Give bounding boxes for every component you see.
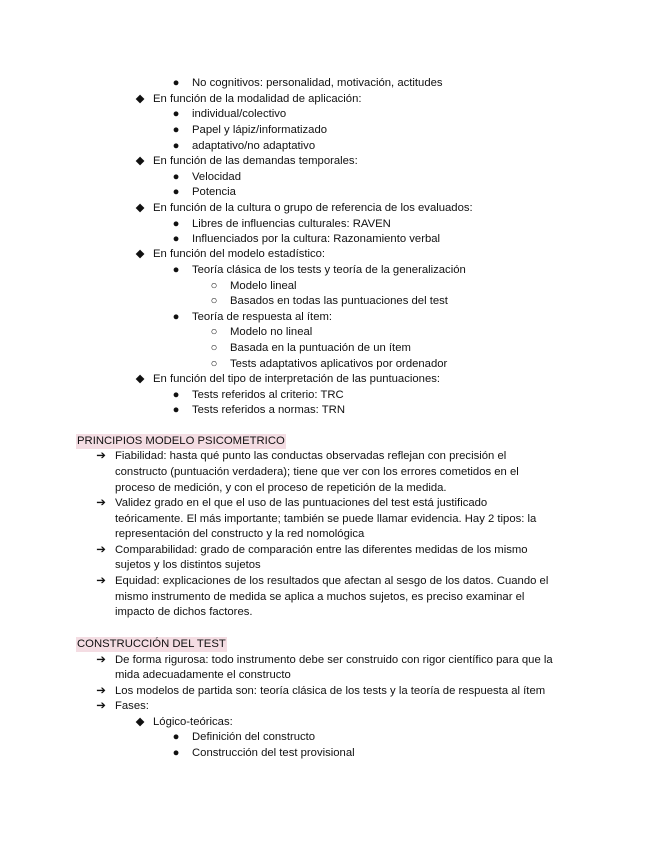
arrow-bullet-icon: ➔ [96, 685, 106, 697]
bullet-icon: ● [172, 108, 180, 120]
arrow-bullet-icon: ➔ [96, 544, 106, 556]
circle-bullet-icon: ○ [210, 295, 218, 307]
circle-bullet-icon: ○ [210, 358, 218, 370]
diamond-bullet-icon: ◆ [135, 202, 145, 214]
diamond-bullet-icon: ◆ [135, 373, 145, 385]
bullet-icon: ● [172, 747, 180, 759]
bullet-icon: ● [172, 311, 180, 323]
section-heading-principios: PRINCIPIOS MODELO PSICOMETRICO [77, 435, 285, 447]
circle-bullet-icon: ○ [210, 280, 218, 292]
arrow-bullet-icon: ➔ [96, 700, 106, 712]
document-page: ● No cognitivos: personalidad, motivación, actitudes ◆ En función de la modalidad de aplicación: ● individual/colectivo ● Papel y lápiz/informatizado ● adaptativo/no adaptativo ◆ En función de las demandas temporales: ● Velocidad ● Potencia ◆ En función de la cultura o grupo de referencia de los evaluados: ● Libres de influencias culturales: RAVEN ● Influenciados por la cultura: Razonamiento verbal ◆ En función del modelo estadístico: ● Teoría clásica de los tests y teoría de la generalización ○ Modelo lineal ○ Basados en todas las puntuaciones del test ● Teoría de respuesta al ítem: ○ Modelo no lineal ○ Basada en la puntuación de un ítem ○ Tests adaptativos aplicativos por ordenador ◆ En función del tipo de interpretación de las puntuaciones: ● Tests referidos al criterio: TRC ● Tests referidos a normas: TRN PRINCIPIOS MODELO PSICOMETRICO ➔ Fiabilidad: hasta qué punto las conductas observadas reflejan con precisión el constructo (puntuación verdadera); tiene que ver con los errores cometidos en el proceso de medición, y con el proceso de repetición de la medida. ➔ Validez grado en el que el uso de las puntuaciones del test está justificado teóricamente. El más importante; también se puede llamar evidencia. Hay 2 tipos: la representación del constructo y la red nomológica ➔ Comparabilidad: grado de comparación entre las diferentes medidas de los mismo sujetos y los distintos sujetos ➔ Equidad: explicaciones de los resultados que afectan al sesgo de los datos. Cuando el mismo instrumento de medida se aplica a muchos sujetos, es preciso examinar el impacto de dichos factores. CONSTRUCCIÓN DEL TEST ➔ De forma rigurosa: todo instrumento debe ser construido con rigor científico para que la mida adecuadamente el constructo ➔ Los modelos de partida son: teoría clásica de los tests y la teoría de respuesta al ítem ➔ Fases: ◆ Lógico-teóricas: ● Definición del constructo ● Construcción del test provisional [77, 77, 553, 759]
circle-bullet-icon: ○ [210, 342, 218, 354]
arrow-bullet-icon: ➔ [96, 450, 106, 462]
arrow-bullet-icon: ➔ [96, 575, 106, 587]
diamond-bullet-icon: ◆ [135, 155, 145, 167]
bullet-icon: ● [172, 404, 180, 416]
bullet-icon: ● [172, 389, 180, 401]
diamond-bullet-icon: ◆ [135, 716, 145, 728]
bullet-icon: ● [172, 171, 180, 183]
bullet-icon: ● [172, 124, 180, 136]
bullet-icon: ● [172, 186, 180, 198]
bullet-icon: ● [172, 218, 180, 230]
bullet-icon: ● [172, 140, 180, 152]
arrow-bullet-icon: ➔ [96, 497, 106, 509]
bullet-icon: ● [172, 264, 180, 276]
bullet-icon: ● [172, 731, 180, 743]
section-heading-construccion: CONSTRUCCIÓN DEL TEST [77, 638, 226, 650]
circle-bullet-icon: ○ [210, 326, 218, 338]
diamond-bullet-icon: ◆ [135, 93, 145, 105]
bullet-icon: ● [172, 233, 180, 245]
diamond-bullet-icon: ◆ [135, 248, 145, 260]
bullet-icon: ● [172, 77, 180, 89]
arrow-bullet-icon: ➔ [96, 654, 106, 666]
